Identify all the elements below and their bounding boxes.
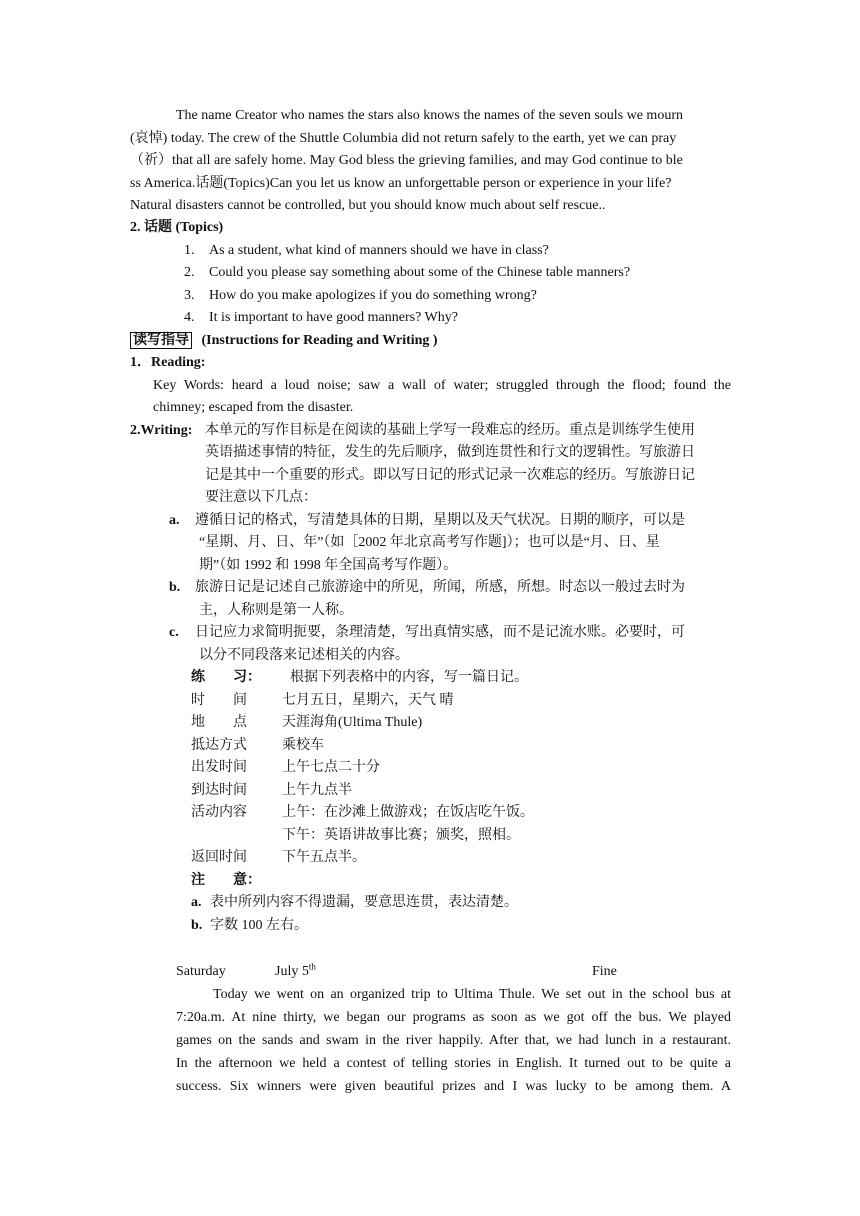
reading-keywords-line: Key Words: heard a loud noise; saw a wall of water; struggled through the flood; found the	[153, 378, 731, 393]
table-row-value: 七月五日，星期六，天气 晴	[282, 693, 454, 708]
diary-weather: Fine	[592, 964, 617, 979]
topic-text: How do you make apologizes if you do something wrong?	[209, 288, 537, 303]
topic-text: Could you please say something about some of the Chinese table manners?	[209, 265, 631, 280]
table-row-value: 上午七点二十分	[282, 760, 380, 775]
topic-number: 4.	[184, 310, 195, 325]
table-row-value: 上午九点半	[282, 783, 352, 798]
writing-line: 记是其中一个重要的形式。即以写日记的形式记录一次难忘的经历。写旅游日记	[205, 468, 695, 483]
writing-line: 英语描述事情的特征，发生的先后顺序，做到连贯性和行文的逻辑性。写旅游日	[205, 445, 695, 460]
diary-line: success. Six winners were given beautiful prizes and I was lucky to be among them. A	[176, 1079, 731, 1094]
note-text: 字数 100 左右。	[210, 918, 308, 933]
table-row-value: 上午：在沙滩上做游戏；在饭店吃午饭。	[282, 805, 534, 820]
table-row-key: 返回时间	[191, 850, 247, 865]
table-row-value: 天涯海角(Ultima Thule)	[282, 715, 423, 730]
writing-point-line: 期”（如 1992 和 1998 年全国高考写作题）。	[199, 558, 458, 573]
table-row-value: 乘校车	[282, 738, 324, 753]
exercise-label: 练 习：	[191, 670, 261, 685]
reading-keywords-line: chimney; escaped from the disaster.	[153, 400, 354, 415]
table-row-value: 下午五点半。	[282, 850, 366, 865]
writing-point-line: 日记应力求简明扼要，条理清楚，写出真情实感，而不是记流水账。必要时，可	[195, 625, 685, 640]
notes-label: 注 意：	[191, 873, 261, 888]
intro-line: ss America.话题(Topics)Can you let us know an unforgettable person or experience in your life?	[130, 176, 672, 191]
writing-label: 2.Writing:	[130, 423, 193, 438]
diary-date-suffix: th	[308, 961, 316, 972]
writing-line: 要注意以下几点：	[205, 490, 317, 505]
writing-line: 本单元的写作目标是在阅读的基础上学写一段难忘的经历。重点是训练学生使用	[205, 423, 695, 438]
writing-point-line: 遵循日记的格式，写清楚具体的日期，星期以及天气状况。日期的顺序，可以是	[195, 513, 685, 528]
topic-text: As a student, what kind of manners should we have in class?	[209, 243, 549, 258]
writing-point-letter: c.	[169, 625, 179, 640]
note-letter: a.	[191, 895, 202, 910]
intro-line: The name Creator who names the stars also knows the names of the seven souls we mourn	[176, 108, 683, 123]
diary-line: Today we went on an organized trip to Ultima Thule. We set out in the school bus at	[213, 987, 731, 1002]
diary-line: games on the sands and swam in the river happily. After that, we had lunch in a restaurant.	[176, 1033, 731, 1048]
writing-point-line: 旅游日记是记述自己旅游途中的所见，所闻，所感，所想。时态以一般过去时为	[195, 580, 685, 595]
diary-line: 7:20a.m. At nine thirty, we began our programs as soon as we got off the bus. We played	[176, 1010, 731, 1025]
instructions-boxed-label: 读写指导	[130, 332, 192, 349]
writing-point-line: “星期、月、日、年”（如［2002 年北京高考写作题]）；也可以是“月、日、星	[199, 535, 660, 550]
reading-label: 1．Reading:	[130, 355, 206, 370]
instructions-heading	[130, 330, 438, 352]
table-row-key: 地 点	[191, 715, 247, 730]
diary-date	[275, 961, 316, 983]
topic-number: 2.	[184, 265, 195, 280]
exercise-instruction: 根据下列表格中的内容，写一篇日记。	[290, 670, 528, 685]
table-row-key: 到达时间	[191, 783, 247, 798]
table-row-key: 时 间	[191, 693, 247, 708]
instructions-title: (Instructions for Reading and Writing )	[201, 333, 438, 348]
table-row-key: 出发时间	[191, 760, 247, 775]
topic-number: 3.	[184, 288, 195, 303]
table-row-key: 抵达方式	[191, 738, 247, 753]
table-row-value: 下午：英语讲故事比赛；颁奖，照相。	[282, 828, 520, 843]
writing-point-letter: b.	[169, 580, 181, 595]
writing-point-letter: a.	[169, 513, 180, 528]
writing-point-line: 主，人称则是第一人称。	[199, 603, 353, 618]
diary-day: Saturday	[176, 964, 226, 979]
table-row-key: 活动内容	[191, 805, 247, 820]
intro-line: (哀悼) today. The crew of the Shuttle Columbia did not return safely to the earth, yet we can pray	[130, 131, 677, 146]
topic-text: It is important to have good manners? Why?	[209, 310, 458, 325]
intro-line: （祈）that all are safely home. May God bless the grieving families, and may God continue to ble	[130, 153, 683, 168]
note-text: 表中所列内容不得遗漏，要意思连贯，表达清楚。	[210, 895, 518, 910]
note-letter: b.	[191, 918, 203, 933]
intro-line: Natural disasters cannot be controlled, but you should know much about self rescue..	[130, 198, 606, 213]
topics-heading: 2. 话题 (Topics)	[130, 220, 224, 235]
diary-line: In the afternoon we held a contest of telling stories in English. It turned out to be quite a	[176, 1056, 731, 1071]
topic-number: 1.	[184, 243, 195, 258]
writing-point-line: 以分不同段落来记述相关的内容。	[199, 648, 409, 663]
diary-date-text: July 5	[275, 964, 309, 979]
